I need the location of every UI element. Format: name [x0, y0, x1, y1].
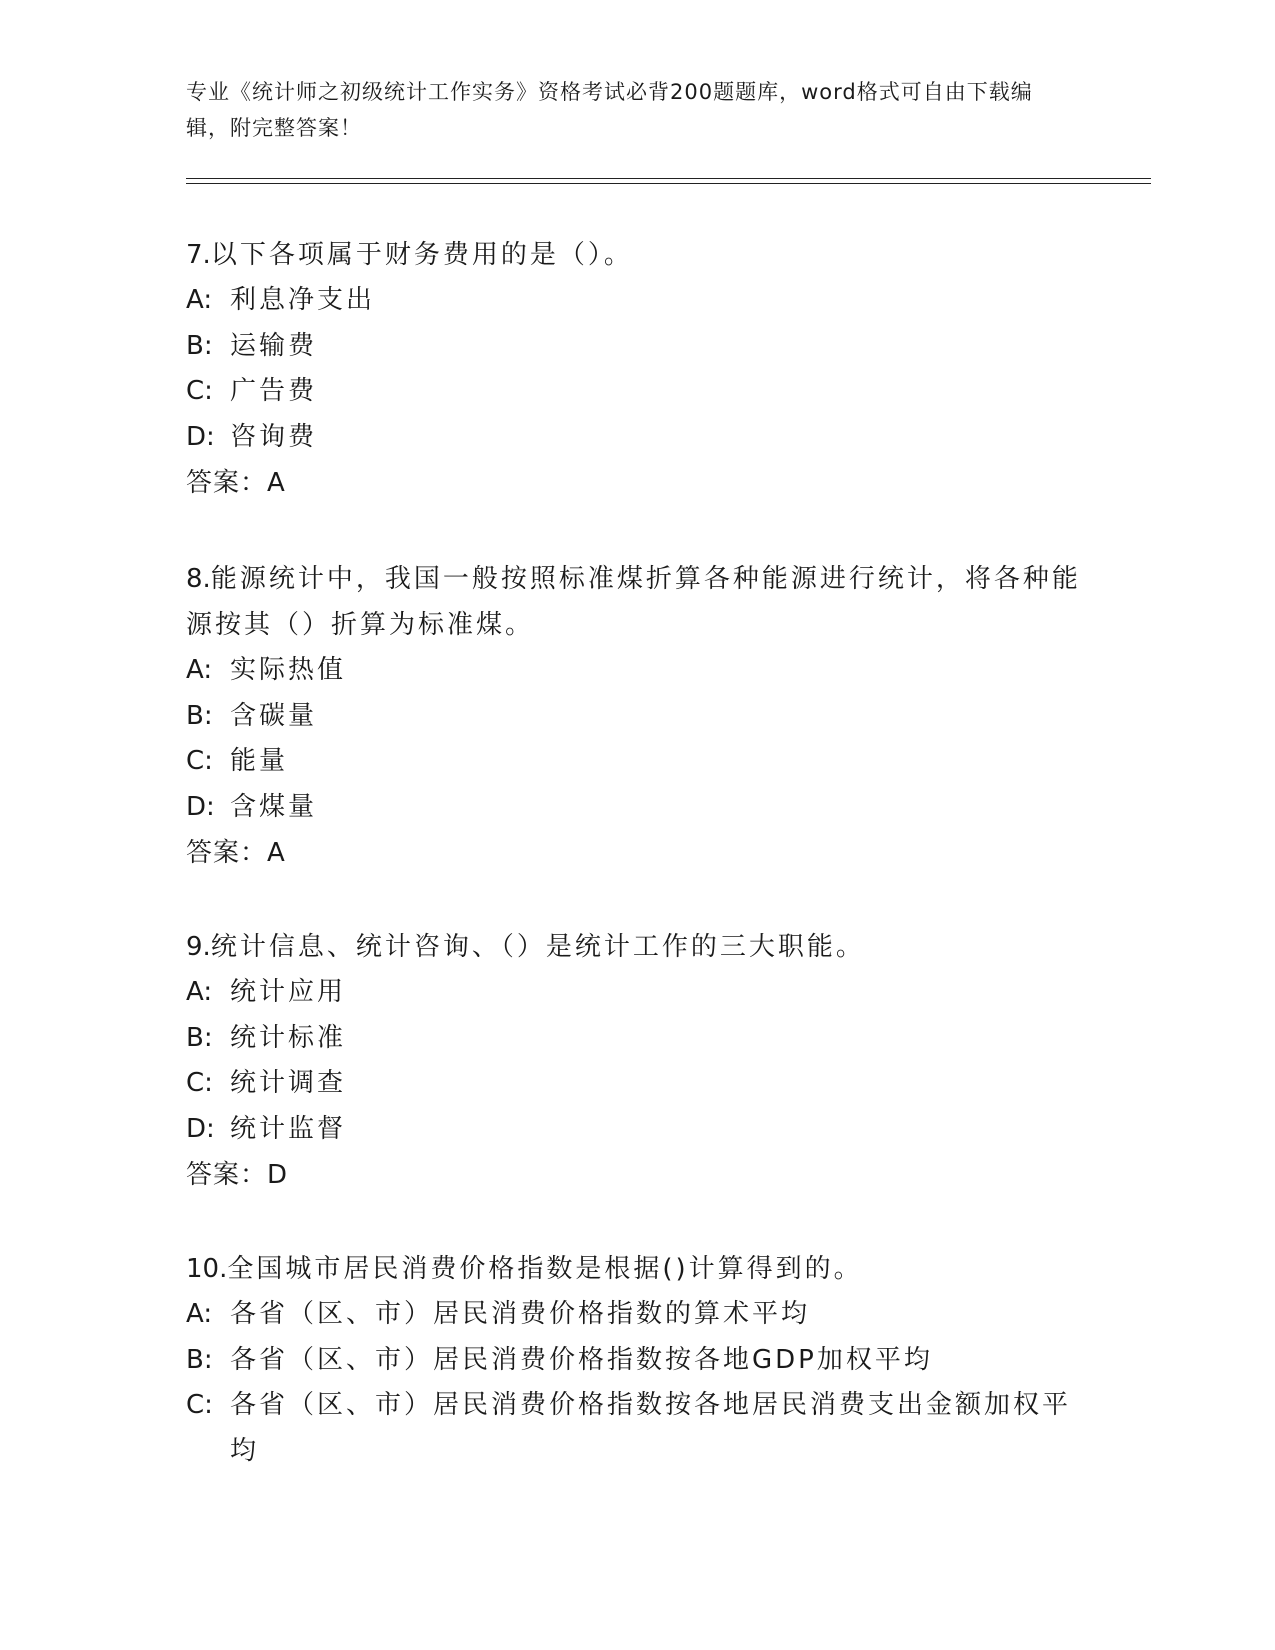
question-number: 9. — [186, 932, 211, 962]
option-b — [186, 1016, 1086, 1062]
option-letter: D: — [186, 791, 215, 822]
option-a — [186, 970, 1086, 1016]
option-text: 统计应用 — [230, 977, 347, 1007]
question-stem — [186, 1246, 1086, 1292]
option-a — [186, 648, 1086, 694]
option-letter: A: — [186, 285, 213, 315]
option-a — [186, 1292, 1086, 1338]
option-b — [186, 694, 1086, 740]
option-letter: B: — [186, 700, 213, 731]
option-b — [186, 324, 1086, 370]
option-d — [186, 415, 1086, 461]
option-letter: D: — [186, 1113, 215, 1144]
option-text: 含煤量 — [230, 791, 318, 822]
question-text: 全国城市居民消费价格指数是根据()计算得到的。 — [227, 1254, 863, 1284]
option-d — [186, 785, 1086, 831]
option-letter: C: — [186, 1068, 213, 1098]
question-text: 能源统计中，我国一般按照标准煤折算各种能源进行统计，将各种能源按其（）折算为标准煤。 — [186, 564, 1081, 640]
option-text: 咨询费 — [230, 421, 318, 452]
question-8 — [186, 556, 1086, 876]
header-rule-bottom — [186, 183, 1151, 184]
option-letter: A: — [186, 655, 213, 685]
answer-line: 答案：A — [186, 468, 286, 498]
option-letter: B: — [186, 330, 213, 361]
option-text: 各省（区、市）居民消费价格指数按各地GDP加权平均 — [230, 1344, 933, 1375]
option-letter: A: — [186, 977, 213, 1007]
option-letter: C: — [186, 746, 213, 776]
option-text: 运输费 — [230, 330, 318, 361]
option-text: 统计监督 — [230, 1113, 347, 1144]
option-letter: B: — [186, 1344, 213, 1375]
option-text: 含碳量 — [230, 700, 318, 731]
option-letter: A: — [186, 1299, 213, 1329]
option-d — [186, 1107, 1086, 1153]
option-text: 各省（区、市）居民消费价格指数按各地居民消费支出金额加权平均 — [230, 1390, 1072, 1466]
question-number: 8. — [186, 564, 211, 594]
answer-line: 答案：D — [186, 1160, 289, 1190]
question-number: 10. — [186, 1254, 228, 1284]
question-10 — [186, 1246, 1086, 1474]
option-letter: B: — [186, 1022, 213, 1053]
option-text: 利息净支出 — [230, 285, 376, 315]
option-c — [186, 369, 1086, 415]
question-text: 统计信息、统计咨询、（）是统计工作的三大职能。 — [210, 932, 865, 962]
option-text: 实际热值 — [230, 655, 347, 685]
document-header: 专业《统计师之初级统计工作实务》资格考试必背200题题库，word格式可自由下载编辑，附完整答案！ — [186, 80, 1033, 140]
question-stem — [186, 556, 1086, 648]
question-7 — [186, 232, 1086, 506]
option-text: 统计调查 — [230, 1068, 347, 1098]
option-c — [186, 1383, 1086, 1474]
question-stem — [186, 232, 1086, 278]
option-text: 各省（区、市）居民消费价格指数的算术平均 — [230, 1299, 811, 1329]
option-b — [186, 1338, 1086, 1384]
question-9 — [186, 924, 1086, 1198]
question-list — [186, 232, 1086, 1522]
question-stem — [186, 924, 1086, 970]
option-letter: C: — [186, 376, 213, 406]
option-letter: C: — [186, 1390, 213, 1420]
answer-line: 答案：A — [186, 838, 286, 868]
option-letter: D: — [186, 421, 215, 452]
header-rule-top — [186, 178, 1151, 179]
option-a — [186, 278, 1086, 324]
question-number: 7. — [186, 240, 211, 270]
option-c — [186, 739, 1086, 785]
option-text: 广告费 — [230, 376, 318, 406]
option-text: 能量 — [230, 746, 289, 776]
option-text: 统计标准 — [230, 1022, 347, 1053]
question-text: 以下各项属于财务费用的是（）。 — [210, 240, 633, 270]
option-c — [186, 1061, 1086, 1107]
